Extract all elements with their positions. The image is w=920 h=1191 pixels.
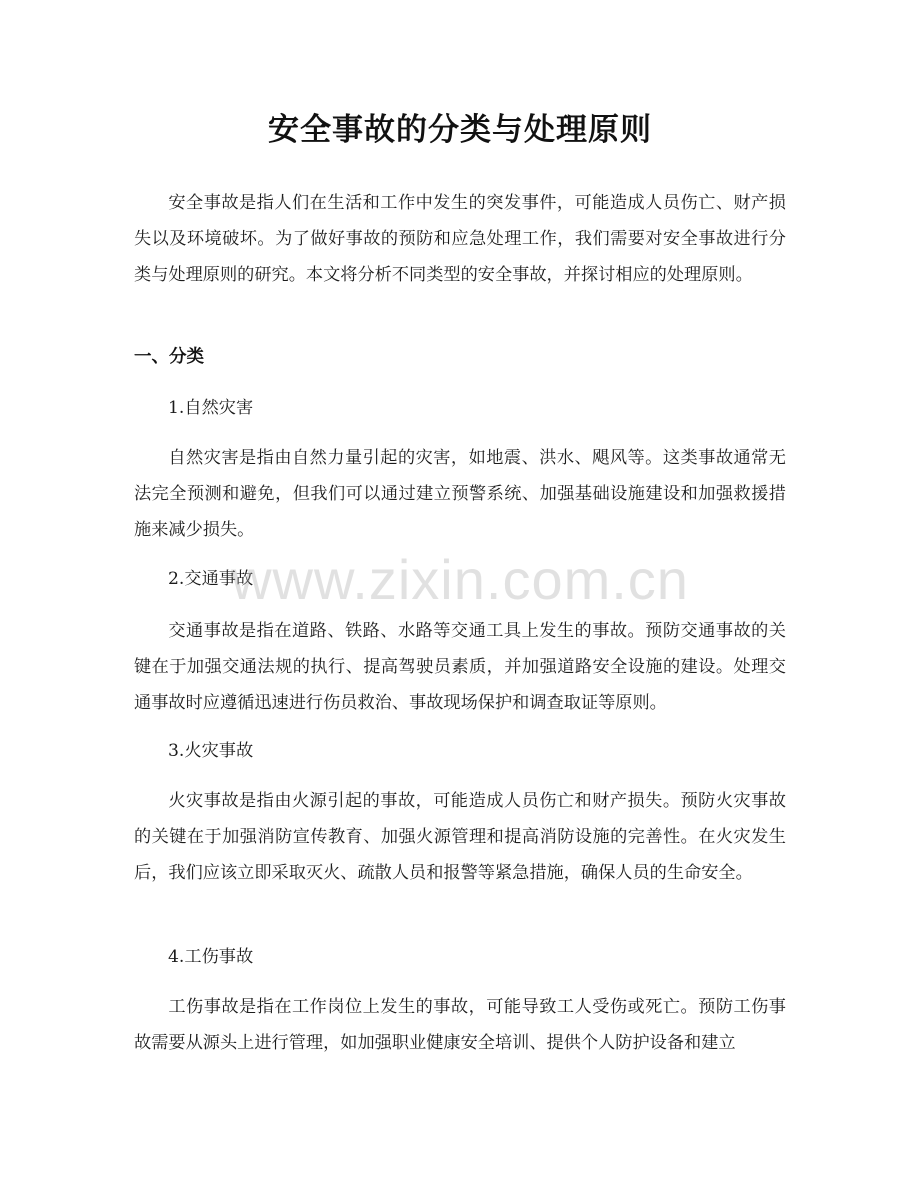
intro-paragraph: 安全事故是指人们在生活和工作中发生的突发事件，可能造成人员伤亡、财产损失以及环境破坏。为了做好事故的预防和应急处理工作，我们需要对安全事故进行分类与处理原则的研究。本文将分析不同类型的安全事故，并探讨相应的处理原则。 (134, 193, 786, 285)
section-heading-classification: 一、分类 (134, 347, 204, 367)
item-label-traffic-accident: 2.交通事故 (168, 569, 254, 589)
document-title: 安全事故的分类与处理原则 (268, 112, 652, 148)
watermark-text: www.zixin.com.cn (231, 548, 689, 611)
item-label-work-injury: 4.工伤事故 (168, 947, 254, 967)
item-label-fire-accident: 3.火灾事故 (168, 741, 254, 761)
item-label-natural-disaster: 1.自然灾害 (168, 398, 254, 418)
item-text-work-injury: 工伤事故是指在工作岗位上发生的事故，可能导致工人受伤或死亡。预防工伤事故需要从源头上进行管理，如加强职业健康安全培训、提供个人防护设备和建立 (134, 997, 786, 1053)
item-text-fire-accident: 火灾事故是指由火源引起的事故，可能造成人员伤亡和财产损失。预防火灾事故的关键在于加强消防宣传教育、加强火源管理和提高消防设施的完善性。在火灾发生后，我们应该立即采取灭火、疏散人员和报警等紧急措施，确保人员的生命安全。 (134, 791, 786, 883)
item-text-traffic-accident: 交通事故是指在道路、铁路、水路等交通工具上发生的事故。预防交通事故的关键在于加强交通法规的执行、提高驾驶员素质，并加强道路安全设施的建设。处理交通事故时应遵循迅速进行伤员救治、事故现场保护和调查取证等原则。 (134, 621, 786, 713)
item-text-natural-disaster: 自然灾害是指由自然力量引起的灾害，如地震、洪水、飓风等。这类事故通常无法完全预测和避免，但我们可以通过建立预警系统、加强基础设施建设和加强救援措施来减少损失。 (134, 448, 786, 540)
